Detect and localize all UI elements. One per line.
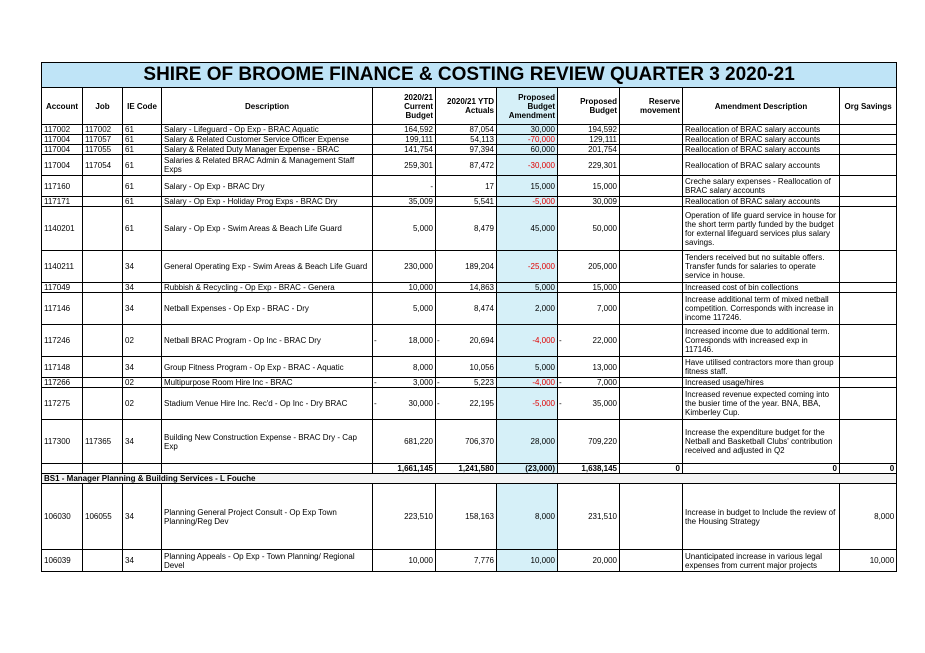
proposed-amendment-cell: -5,000	[497, 388, 558, 420]
ytd-actuals-cell: 17	[436, 176, 497, 197]
proposed-budget-cell: 7,000	[558, 293, 620, 325]
org-savings-cell	[840, 388, 897, 420]
proposed-budget-cell: 20,000	[558, 550, 620, 572]
ytd-actuals-cell: 7,776	[436, 550, 497, 572]
table-row	[42, 207, 897, 251]
org-savings-cell: 10,000	[840, 550, 897, 572]
org-savings-cell	[840, 293, 897, 325]
org-savings-cell	[840, 283, 897, 293]
total-proposed-budget: 1,638,145	[558, 464, 620, 474]
proposed-budget-cell: 194,592	[558, 125, 620, 135]
proposed-budget-cell: 15,000	[558, 176, 620, 197]
org-savings-cell	[840, 325, 897, 357]
proposed-amendment-cell: 2,000	[497, 293, 558, 325]
header-ie-code: IE Code	[123, 88, 162, 125]
ie-code-cell: 34	[123, 550, 162, 572]
reserve-movement-cell	[620, 251, 683, 283]
table-row	[42, 197, 897, 207]
current-budget-cell: 164,592	[373, 125, 436, 135]
amendment-description-cell: Increased usage/hires	[683, 378, 840, 388]
proposed-amendment-cell: -30,000	[497, 155, 558, 176]
table-row	[42, 251, 897, 283]
proposed-budget-cell: 229,301	[558, 155, 620, 176]
empty-cell	[123, 464, 162, 474]
ie-code-cell: 34	[123, 484, 162, 550]
proposed-budget-cell: 231,510	[558, 484, 620, 550]
total-reserve-movement: 0	[620, 464, 683, 474]
ytd-actuals-cell: 189,204	[436, 251, 497, 283]
totals-row	[42, 464, 897, 474]
ytd-actuals-cell: 5,541	[436, 197, 497, 207]
ytd-actuals-cell: - 5,223	[436, 378, 497, 388]
total-current-budget: 1,661,145	[373, 464, 436, 474]
org-savings-cell	[840, 251, 897, 283]
header-account: Account	[42, 88, 83, 125]
header-reserve-movement: Reserve movement	[620, 88, 683, 125]
reserve-movement-cell	[620, 293, 683, 325]
amendment-description-cell: Reallocation of BRAC salary accounts	[683, 155, 840, 176]
reserve-movement-cell	[620, 484, 683, 550]
account-cell: 106039	[42, 550, 83, 572]
amendment-description-cell: Reallocation of BRAC salary accounts	[683, 197, 840, 207]
description-cell: Salaries & Related BRAC Admin & Management Staff Exps	[162, 155, 373, 176]
description-cell: Stadium Venue Hire Inc. Rec'd - Op Inc - Dry BRAC	[162, 388, 373, 420]
amendment-description-cell: Have utilised contractors more than group fitness staff.	[683, 357, 840, 378]
proposed-amendment-cell: -4,000	[497, 378, 558, 388]
table-row	[42, 325, 897, 357]
table-row	[42, 484, 897, 550]
job-cell: 117057	[83, 135, 123, 145]
description-cell: Netball BRAC Program - Op Inc - BRAC Dry	[162, 325, 373, 357]
proposed-amendment-cell: 8,000	[497, 484, 558, 550]
ytd-actuals-cell: 14,863	[436, 283, 497, 293]
amendment-description-cell: Increase additional term of mixed netball competition. Corresponds with increase in income 117246.	[683, 293, 840, 325]
empty-cell	[42, 464, 83, 474]
ytd-actuals-cell: 54,113	[436, 135, 497, 145]
org-savings-cell	[840, 155, 897, 176]
job-cell	[83, 251, 123, 283]
account-cell: 1140211	[42, 251, 83, 283]
proposed-budget-cell: - 22,000	[558, 325, 620, 357]
current-budget-cell: 10,000	[373, 550, 436, 572]
job-cell	[83, 293, 123, 325]
report-title: SHIRE OF BROOME FINANCE & COSTING REVIEW QUARTER 3 2020-21	[42, 63, 897, 88]
amendment-description-cell: Creche salary expenses - Reallocation of BRAC salary accounts	[683, 176, 840, 197]
amendment-description-cell: Increase in budget to Include the review of the Housing Strategy	[683, 484, 840, 550]
amendment-description-cell: Unanticipated increase in various legal expenses from current major projects	[683, 550, 840, 572]
table-row	[42, 283, 897, 293]
finance-review-table	[41, 62, 897, 572]
current-budget-cell: 35,009	[373, 197, 436, 207]
ie-code-cell: 61	[123, 197, 162, 207]
amendment-description-cell: Reallocation of BRAC salary accounts	[683, 145, 840, 155]
header-row	[42, 88, 897, 125]
table-row	[42, 125, 897, 135]
section-label: BS1 - Manager Planning & Building Services - L Fouche	[42, 474, 897, 484]
header-proposed-amendment: Proposed Budget Amendment	[497, 88, 558, 125]
reserve-movement-cell	[620, 207, 683, 251]
total-proposed-amendment: (23,000)	[497, 464, 558, 474]
amendment-description-cell: Operation of life guard service in house for the short term partly funded by the budget for external lifeguard services plus salary savings.	[683, 207, 840, 251]
ie-code-cell: 34	[123, 420, 162, 464]
total-amendment-description: 0	[683, 464, 840, 474]
amendment-description-cell: Reallocation of BRAC salary accounts	[683, 135, 840, 145]
account-cell: 117004	[42, 145, 83, 155]
section-row	[42, 474, 897, 484]
current-budget-cell: - 18,000	[373, 325, 436, 357]
description-cell: Building New Construction Expense - BRAC Dry - Cap Exp	[162, 420, 373, 464]
current-budget-cell: 681,220	[373, 420, 436, 464]
description-cell: Salary - Op Exp - BRAC Dry	[162, 176, 373, 197]
ie-code-cell: 34	[123, 293, 162, 325]
total-ytd-actuals: 1,241,580	[436, 464, 497, 474]
proposed-budget-cell: 205,000	[558, 251, 620, 283]
empty-cell	[162, 464, 373, 474]
proposed-budget-cell: 13,000	[558, 357, 620, 378]
header-org-savings: Org Savings	[840, 88, 897, 125]
proposed-amendment-cell: 15,000	[497, 176, 558, 197]
job-cell	[83, 325, 123, 357]
ie-code-cell: 02	[123, 378, 162, 388]
table-row	[42, 176, 897, 197]
description-cell: Rubbish & Recycling - Op Exp - BRAC - Genera	[162, 283, 373, 293]
proposed-amendment-cell: -4,000	[497, 325, 558, 357]
ie-code-cell: 34	[123, 251, 162, 283]
job-cell	[83, 176, 123, 197]
ytd-actuals-cell: 8,474	[436, 293, 497, 325]
job-cell: 117055	[83, 145, 123, 155]
description-cell: Salary - Op Exp - Swim Areas & Beach Life Guard	[162, 207, 373, 251]
table-row	[42, 388, 897, 420]
header-ytd-actuals: 2020/21 YTD Actuals	[436, 88, 497, 125]
ie-code-cell: 61	[123, 125, 162, 135]
amendment-description-cell: Reallocation of BRAC salary accounts	[683, 125, 840, 135]
current-budget-cell: -	[373, 176, 436, 197]
ytd-actuals-cell: 87,054	[436, 125, 497, 135]
description-cell: Salary & Related Customer Service Officer Expense	[162, 135, 373, 145]
job-cell	[83, 378, 123, 388]
amendment-description-cell: Increased income due to additional term. Corresponds with increased exp in 117146.	[683, 325, 840, 357]
job-cell	[83, 207, 123, 251]
header-description: Description	[162, 88, 373, 125]
proposed-budget-cell: 129,111	[558, 135, 620, 145]
org-savings-cell: 8,000	[840, 484, 897, 550]
proposed-amendment-cell: 60,000	[497, 145, 558, 155]
description-cell: Salary & Related Duty Manager Expense - BRAC	[162, 145, 373, 155]
ie-code-cell: 61	[123, 135, 162, 145]
account-cell: 117148	[42, 357, 83, 378]
reserve-movement-cell	[620, 176, 683, 197]
org-savings-cell	[840, 176, 897, 197]
header-amendment-description: Amendment Description	[683, 88, 840, 125]
org-savings-cell	[840, 378, 897, 388]
ie-code-cell: 34	[123, 283, 162, 293]
current-budget-cell: - 3,000	[373, 378, 436, 388]
account-cell: 1140201	[42, 207, 83, 251]
table-row	[42, 145, 897, 155]
description-cell: Netball Expenses - Op Exp - BRAC - Dry	[162, 293, 373, 325]
ie-code-cell: 61	[123, 207, 162, 251]
proposed-budget-cell: 201,754	[558, 145, 620, 155]
description-cell: Salary - Op Exp - Holiday Prog Exps - BRAC Dry	[162, 197, 373, 207]
account-cell: 117246	[42, 325, 83, 357]
account-cell: 117275	[42, 388, 83, 420]
org-savings-cell	[840, 145, 897, 155]
current-budget-cell: 10,000	[373, 283, 436, 293]
header-proposed-budget: Proposed Budget	[558, 88, 620, 125]
job-cell: 117054	[83, 155, 123, 176]
account-cell: 106030	[42, 484, 83, 550]
proposed-amendment-cell: 10,000	[497, 550, 558, 572]
proposed-amendment-cell: 28,000	[497, 420, 558, 464]
description-cell: Planning General Project Consult - Op Exp Town Planning/Reg Dev	[162, 484, 373, 550]
current-budget-cell: 5,000	[373, 293, 436, 325]
proposed-amendment-cell: -25,000	[497, 251, 558, 283]
proposed-amendment-cell: -5,000	[497, 197, 558, 207]
ie-code-cell: 61	[123, 145, 162, 155]
org-savings-cell	[840, 197, 897, 207]
account-cell: 117004	[42, 135, 83, 145]
table-row	[42, 357, 897, 378]
amendment-description-cell: Increased revenue expected coming into the busier time of the year. BNA, BBA, Kimberley Cup.	[683, 388, 840, 420]
job-cell	[83, 283, 123, 293]
current-budget-cell: 230,000	[373, 251, 436, 283]
description-cell: Salary - Lifeguard - Op Exp - BRAC Aquatic	[162, 125, 373, 135]
header-job: Job	[83, 88, 123, 125]
current-budget-cell: - 30,000	[373, 388, 436, 420]
reserve-movement-cell	[620, 357, 683, 378]
job-cell	[83, 357, 123, 378]
reserve-movement-cell	[620, 283, 683, 293]
ytd-actuals-cell: 87,472	[436, 155, 497, 176]
ie-code-cell: 61	[123, 176, 162, 197]
account-cell: 117300	[42, 420, 83, 464]
reserve-movement-cell	[620, 378, 683, 388]
proposed-amendment-cell: -70,000	[497, 135, 558, 145]
description-cell: Multipurpose Room Hire Inc - BRAC	[162, 378, 373, 388]
current-budget-cell: 8,000	[373, 357, 436, 378]
reserve-movement-cell	[620, 420, 683, 464]
reserve-movement-cell	[620, 550, 683, 572]
reserve-movement-cell	[620, 135, 683, 145]
proposed-budget-cell: 30,009	[558, 197, 620, 207]
current-budget-cell: 223,510	[373, 484, 436, 550]
current-budget-cell: 199,111	[373, 135, 436, 145]
amendment-description-cell: Tenders received but no suitable offers. Transfer funds for salaries to operate service in house.	[683, 251, 840, 283]
table-row	[42, 293, 897, 325]
reserve-movement-cell	[620, 325, 683, 357]
ytd-actuals-cell: 97,394	[436, 145, 497, 155]
ytd-actuals-cell: 8,479	[436, 207, 497, 251]
job-cell: 117365	[83, 420, 123, 464]
org-savings-cell	[840, 135, 897, 145]
org-savings-cell	[840, 357, 897, 378]
job-cell	[83, 550, 123, 572]
ytd-actuals-cell: 158,163	[436, 484, 497, 550]
table-row	[42, 550, 897, 572]
ie-code-cell: 34	[123, 357, 162, 378]
table-row	[42, 135, 897, 145]
account-cell: 117002	[42, 125, 83, 135]
ytd-actuals-cell: - 22,195	[436, 388, 497, 420]
org-savings-cell	[840, 125, 897, 135]
job-cell: 106055	[83, 484, 123, 550]
current-budget-cell: 5,000	[373, 207, 436, 251]
current-budget-cell: 141,754	[373, 145, 436, 155]
proposed-budget-cell: 50,000	[558, 207, 620, 251]
account-cell: 117049	[42, 283, 83, 293]
proposed-amendment-cell: 30,000	[497, 125, 558, 135]
account-cell: 117171	[42, 197, 83, 207]
total-org-savings: 0	[840, 464, 897, 474]
org-savings-cell	[840, 420, 897, 464]
proposed-budget-cell: 15,000	[558, 283, 620, 293]
org-savings-cell	[840, 207, 897, 251]
reserve-movement-cell	[620, 145, 683, 155]
ytd-actuals-cell: 706,370	[436, 420, 497, 464]
description-cell: General Operating Exp - Swim Areas & Beach Life Guard	[162, 251, 373, 283]
job-cell	[83, 388, 123, 420]
table-row	[42, 155, 897, 176]
account-cell: 117266	[42, 378, 83, 388]
proposed-amendment-cell: 45,000	[497, 207, 558, 251]
account-cell: 117146	[42, 293, 83, 325]
header-current-budget: 2020/21 Current Budget	[373, 88, 436, 125]
reserve-movement-cell	[620, 125, 683, 135]
empty-cell	[83, 464, 123, 474]
ytd-actuals-cell: - 20,694	[436, 325, 497, 357]
ie-code-cell: 02	[123, 388, 162, 420]
account-cell: 117160	[42, 176, 83, 197]
proposed-budget-cell: - 7,000	[558, 378, 620, 388]
description-cell: Planning Appeals - Op Exp - Town Planning/ Regional Devel	[162, 550, 373, 572]
amendment-description-cell: Increase the expenditure budget for the Netball and Basketball Clubs' contribution received and adjusted in Q2	[683, 420, 840, 464]
job-cell	[83, 197, 123, 207]
job-cell: 117002	[83, 125, 123, 135]
reserve-movement-cell	[620, 155, 683, 176]
proposed-budget-cell: - 35,000	[558, 388, 620, 420]
ytd-actuals-cell: 10,056	[436, 357, 497, 378]
account-cell: 117004	[42, 155, 83, 176]
ie-code-cell: 61	[123, 155, 162, 176]
proposed-amendment-cell: 5,000	[497, 283, 558, 293]
amendment-description-cell: Increased cost of bin collections	[683, 283, 840, 293]
proposed-budget-cell: 709,220	[558, 420, 620, 464]
reserve-movement-cell	[620, 197, 683, 207]
current-budget-cell: 259,301	[373, 155, 436, 176]
description-cell: Group Fitness Program - Op Exp - BRAC - Aquatic	[162, 357, 373, 378]
proposed-amendment-cell: 5,000	[497, 357, 558, 378]
ie-code-cell: 02	[123, 325, 162, 357]
reserve-movement-cell	[620, 388, 683, 420]
table-row	[42, 420, 897, 464]
table-row	[42, 378, 897, 388]
